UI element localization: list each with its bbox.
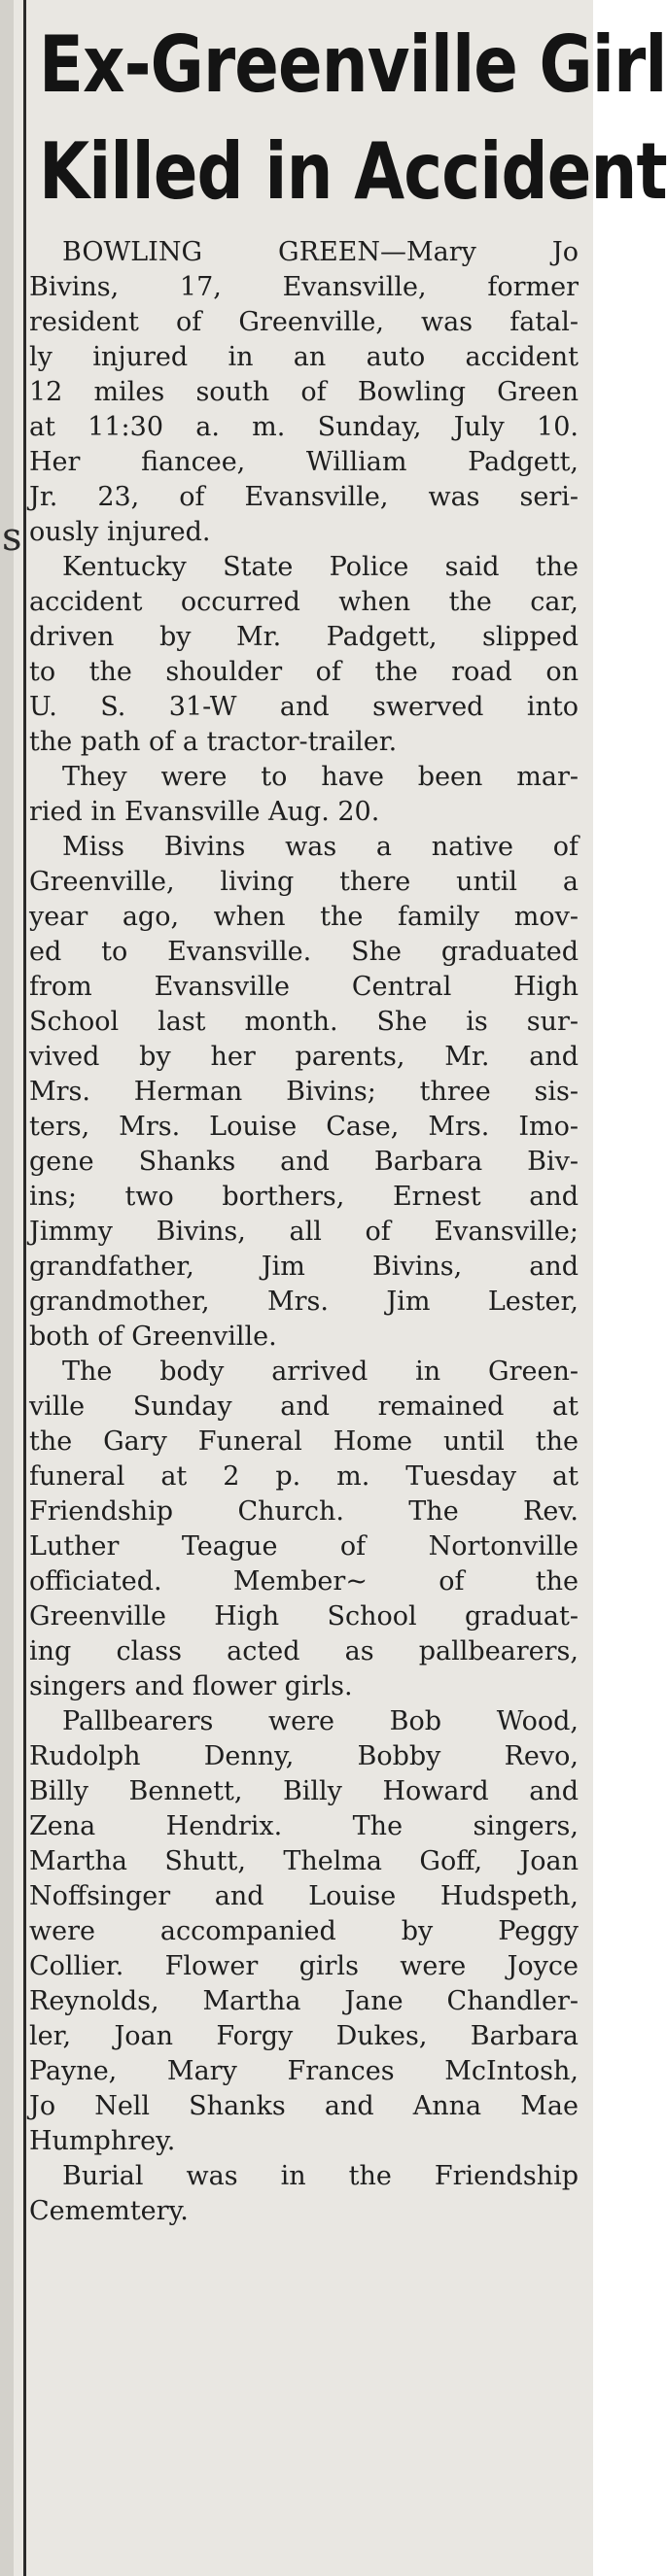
article-line: Cememtery. [29, 2196, 189, 2226]
article-line: gene Shanks and Barbara Biv- [29, 1147, 579, 1177]
article-line: singers and flower girls. [29, 1671, 353, 1701]
article-line: Collier. Flower girls were Joyce [29, 1951, 579, 1981]
article-line: Mrs. Herman Bivins; three sis- [29, 1077, 579, 1107]
article-line: vived by her parents, Mr. and [29, 1042, 579, 1072]
article-line: grandmother, Mrs. Jim Lester, [29, 1287, 579, 1317]
article-paragraph [29, 760, 579, 830]
article-paragraph [29, 830, 579, 1355]
article-line: Pallbearers were Bob Wood, [62, 1706, 579, 1736]
article-line: Billy Bennett, Billy Howard and [29, 1776, 579, 1806]
article-line: ing class acted as pallbearers, [29, 1636, 579, 1666]
article-line: Noffsinger and Louise Hudspeth, [29, 1881, 579, 1911]
article-paragraph [29, 550, 579, 760]
article-line: Burial was in the Friendship [62, 2161, 579, 2191]
article-line: ly injured in an auto accident [29, 342, 579, 372]
column-rule [23, 0, 26, 2576]
article-line: The body arrived in Green- [62, 1357, 579, 1387]
article-line: officiated. Member~ of the [29, 1566, 579, 1597]
article-line: resident of Greenville, was fatal- [29, 307, 579, 337]
article-line: Greenville High School graduat- [29, 1601, 579, 1631]
article-paragraph [29, 1355, 579, 1704]
article-line: were accompanied by Peggy [29, 1916, 579, 1946]
article-line: BOWLING GREEN—Mary Jo [62, 237, 579, 267]
article-line: ler, Joan Forgy Dukes, Barbara [29, 2021, 579, 2051]
article-paragraph [29, 1704, 579, 2159]
article-line: funeral at 2 p. m. Tuesday at [29, 1461, 579, 1492]
article-line: Reynolds, Martha Jane Chandler- [29, 1986, 579, 2016]
headline [39, 12, 667, 225]
article-line: ins; two borthers, Ernest and [29, 1182, 579, 1212]
article-line: grandfather, Jim Bivins, and [29, 1252, 579, 1282]
article-line: Jo Nell Shanks and Anna Mae [29, 2091, 579, 2121]
article-line: Martha Shutt, Thelma Goff, Joan [29, 1846, 579, 1876]
article-line: ed to Evansville. She graduated [29, 937, 579, 967]
article-line: from Evansville Central High [29, 972, 579, 1002]
article-line: U. S. 31-W and swerved into [29, 692, 579, 722]
article-line: driven by Mr. Padgett, slipped [29, 622, 579, 652]
article-line: Rudolph Denny, Bobby Revo, [29, 1741, 579, 1771]
article-line: School last month. She is sur- [29, 1007, 579, 1037]
article-line: They were to have been mar- [62, 762, 579, 792]
article-line: the Gary Funeral Home until the [29, 1426, 579, 1457]
article-line: Luther Teague of Nortonville [29, 1531, 579, 1562]
article-line: to the shoulder of the road on [29, 657, 579, 687]
article-line: accident occurred when the car, [29, 587, 579, 617]
headline-line: Killed in Accident [39, 126, 667, 217]
article-line: Zena Hendrix. The singers, [29, 1811, 579, 1841]
article-line: ville Sunday and remained at [29, 1391, 579, 1422]
article-line: ously injured. [29, 517, 211, 547]
article-line: Miss Bivins was a native of [62, 832, 579, 862]
article-line: at 11:30 a. m. Sunday, July 10. [29, 412, 579, 442]
article-line: Humphrey. [29, 2126, 176, 2156]
article-line: 12 miles south of Bowling Green [29, 377, 579, 407]
article-line: Payne, Mary Frances McIntosh, [29, 2056, 579, 2086]
article-body [29, 235, 579, 2229]
article-line: Greenville, living there until a [29, 867, 579, 897]
article-line: ters, Mrs. Louise Case, Mrs. Imo- [29, 1112, 579, 1142]
article-line: Kentucky State Police said the [62, 552, 579, 582]
page-edge [0, 0, 14, 2576]
article-line: year ago, when the family mov- [29, 902, 579, 932]
article-line: Her fiancee, William Padgett, [29, 447, 579, 477]
article-line: Jimmy Bivins, all of Evansville; [29, 1217, 579, 1247]
article-paragraph [29, 2159, 579, 2229]
article-line: ried in Evansville Aug. 20. [29, 797, 380, 827]
article-line: the path of a tractor-trailer. [29, 727, 398, 757]
article-line: Friendship Church. The Rev. [29, 1496, 579, 1527]
adjacent-column-fragment: s [2, 515, 22, 560]
article-paragraph [29, 235, 579, 550]
headline-line: Ex-Greenville Girl [39, 19, 667, 110]
article-line: both of Greenville. [29, 1322, 277, 1352]
article-line: Bivins, 17, Evansville, former [29, 272, 579, 302]
article-line: Jr. 23, of Evansville, was seri- [29, 482, 579, 512]
